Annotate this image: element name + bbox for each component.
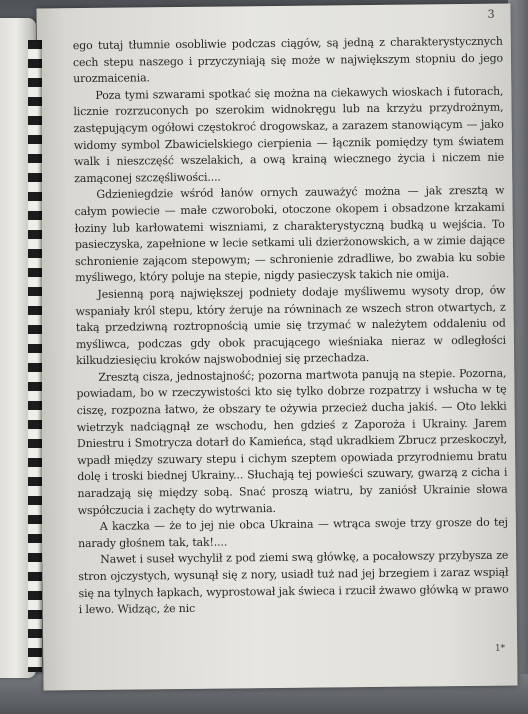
paragraph: Jesienną porą największej podniety dodaje myśliwemu wysoty drop, ów wspaniały król stepu, który żeruje na równinach ze wszech stron otwartych, z taką przedziwną roztropnością umie się trzymać w należytem oddaleniu od myśliwca, podczas gdy obok pracującego wieśniaka nieraz w odległości kilkudziesięciu kroków najswobodniej się przechadza. [75,283,507,368]
paragraph: Nawet i suseł wychylił z pod ziemi swą główkę, a pocałowszy przybysza ze stron ojczystych, wysunął się z nory, usiadł tuż nad jej brzegiem i zaraz wspiął się na tylnych łapkach, wyprostował jak świeca i rzucił żwawo główką w prawo i lewo. Widząc, że nic [78,548,509,617]
paragraph: ego tutaj tłumnie osobliwie podczas ciągów, są jedną z charakterystycznych cech stepu naszego i przyczyniają się może w największym stopniu do jego urozmaicenia. [72,34,504,86]
book-page [36,4,517,691]
book-binding-stitching [28,40,42,672]
paragraph: A kaczka — że to jej nie obca Ukraina — wtrąca swoje trzy grosze do tej narady głośnem tak, tak!.... [77,515,508,550]
page-number: 3 [487,7,495,21]
paragraph: Zresztą cisza, jednostajność; pozorna martwota panują na stepie. Pozorna, powiadam, bo w rzeczywistości kto się tylko dobrze rozpatrzy i wsłucha w tę ciszę, rozpozna łatwo, że obszary te ożywia przecież ducha jakiś. — Oto lekki wietrzyk nadciągnął ze wschodu, hen gdzieś z Zaporoża i Ukrainy. Jarem Dniestru i Smotrycza dotarł do Kamieńca, stąd ukradkiem Zbrucz przeskoczył, wpadł między szuwary stepu i cichym szeptem opowiada przyrodniemu bratu dolę i troski biednej Ukrainy... Słuchają tej powieści szuwary, gwarzą z cicha i naradzają się między sobą. Snać proszą wiatru, by zaniósł Ukrainie słowa współczucia i zachęty do wytrwania. [76,366,508,517]
page-body-text [73,34,509,619]
paragraph: Poza tymi szwarami spotkać się można na ciekawych wioskach i futorach, licznie rozrzuconych po szerokim widnokręgu lub na krzyżu przydrożnym, zastępującym ogółowi częstokroć drogowskaz, a zarazem stanowiącym — jako widomy symbol Zbawicielskiego cierpienia — łącznik pomiędzy tym światem walk i nieszczęść wszelakich, a ową krainą wiecznego życia i niczem nie zamąconej szczęśliwości.... [73,84,505,185]
printer-signature-mark: 1* [494,643,506,654]
paragraph: Gdzieniegdzie wśród łanów ornych zauważyć można — jak zresztą w całym powiecie — małe czworoboki, otoczone okopem i obsadzone krzakami łoziny lub karłowatemi wiszniami, z charakterystyczną budką u wejścia. To pasieczyska, zapełnione w lecie setkami uli dzierżonowskich, a w zimie dające schronienie zającom stepowym; — schronienie zdradliwe, bo zwabia ku sobie myśliwego, który poluje na stepie, nigdy pasieczysk takich nie omija. [74,183,506,285]
